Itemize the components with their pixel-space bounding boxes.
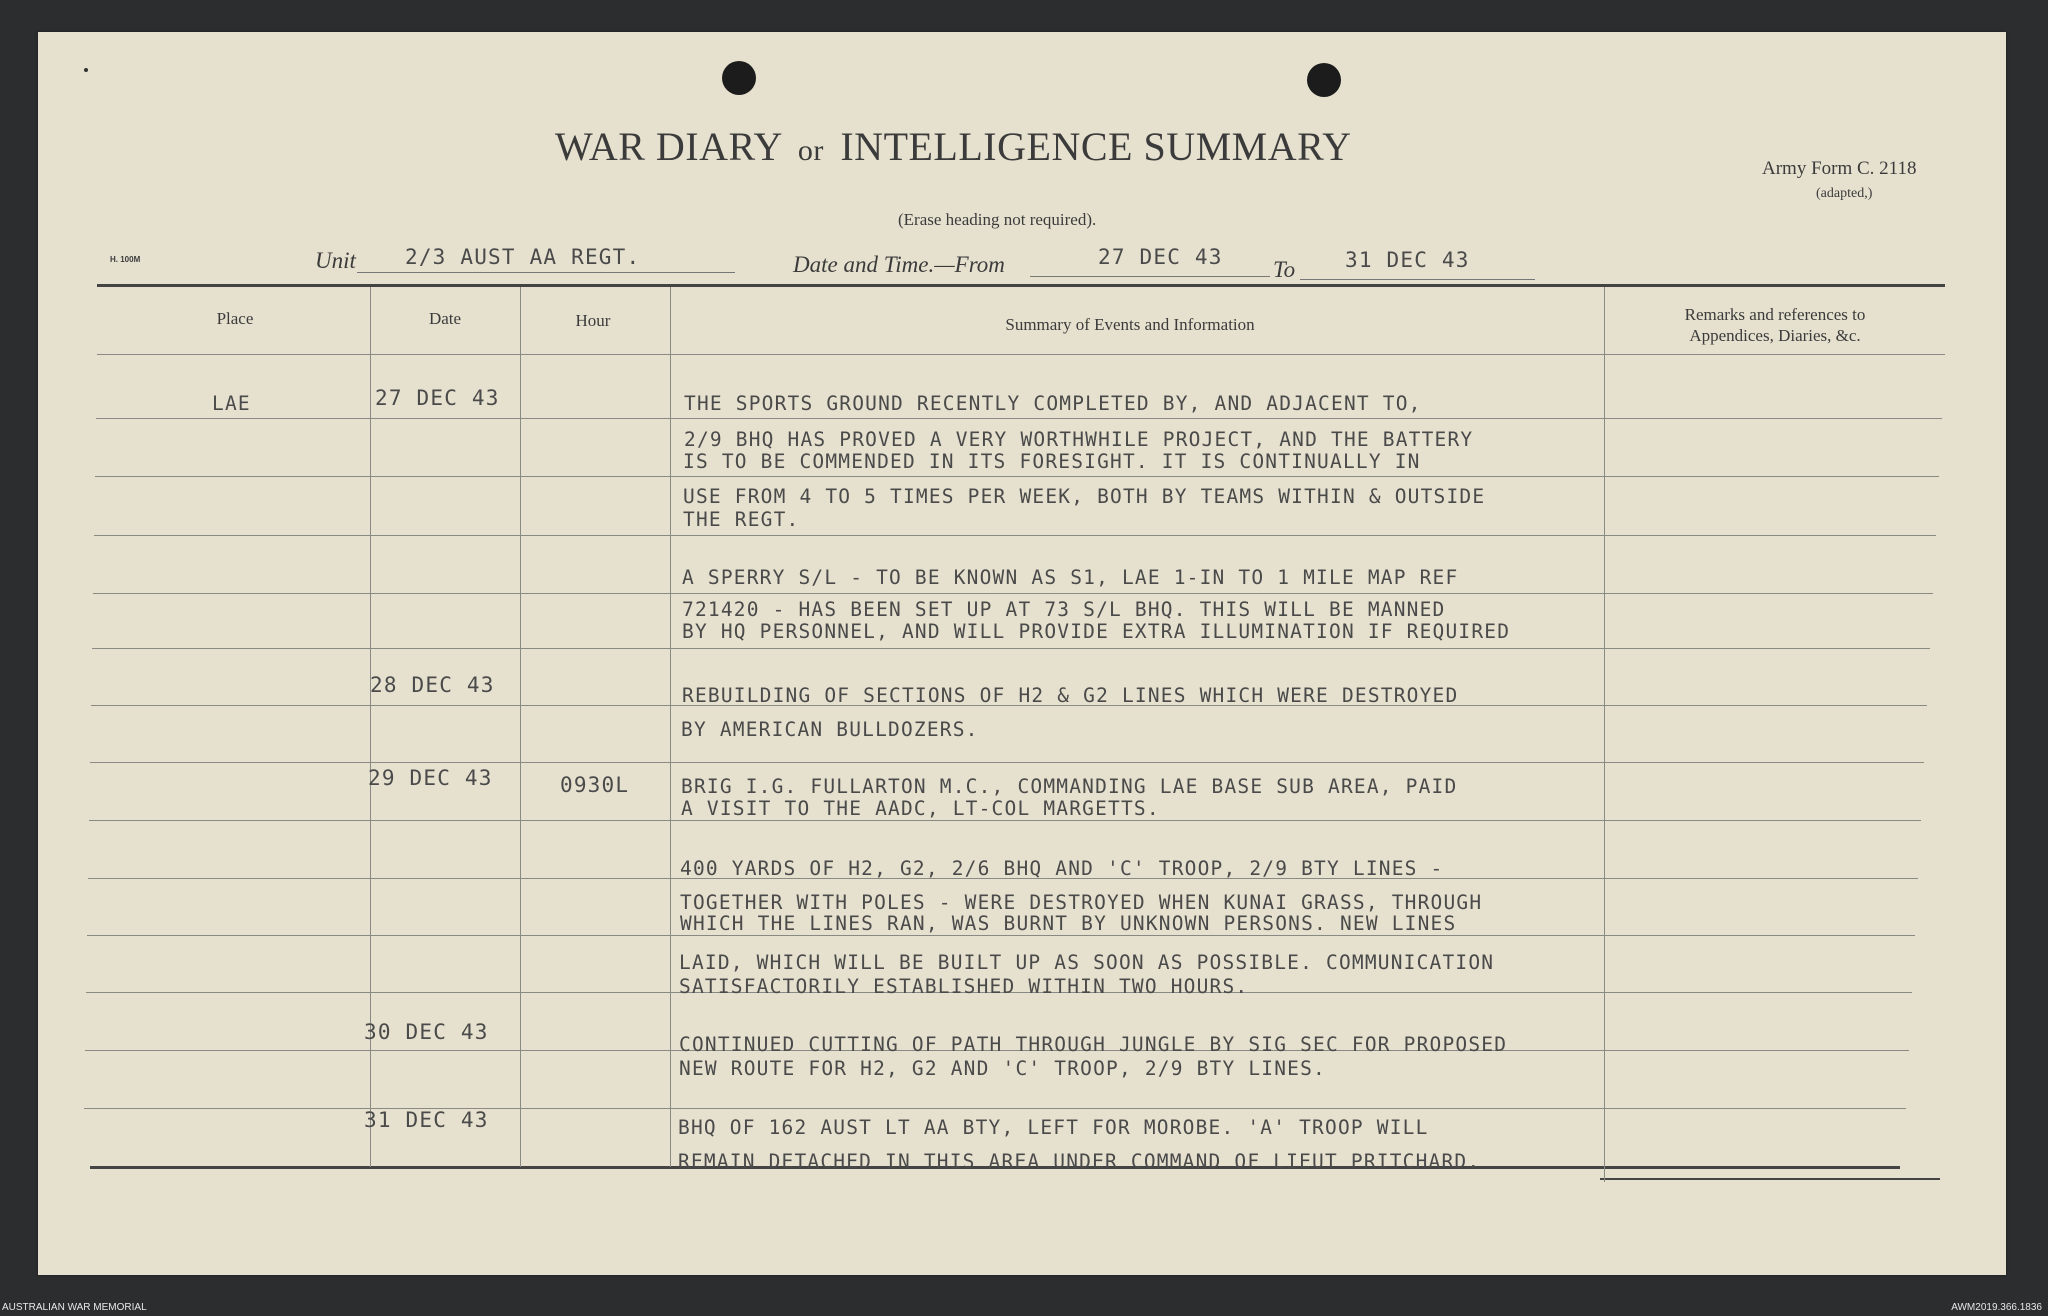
speck-mark	[84, 68, 88, 72]
title-intelligence-summary: INTELLIGENCE SUMMARY	[840, 124, 1352, 169]
row-rule	[93, 593, 1933, 594]
summary-line: A SPERRY S/L - TO BE KNOWN AS S1, LAE 1-IN TO 1 MILE MAP REF	[682, 566, 1459, 589]
row-rule	[87, 935, 1915, 936]
summary-line: 400 YARDS OF H2, G2, 2/6 BHQ AND 'C' TROOP, 2/9 BTY LINES -	[680, 857, 1444, 880]
summary-line: SATISFACTORILY ESTABLISHED WITHIN TWO HOURS.	[679, 975, 1249, 998]
summary-line: LAID, WHICH WILL BE BUILT UP AS SOON AS POSSIBLE. COMMUNICATION	[679, 951, 1495, 974]
col-head-remarks	[1605, 304, 1945, 346]
row-rule	[97, 354, 1945, 355]
remarks-head-line-2: Appendices, Diaries, &c.	[1689, 326, 1861, 345]
summary-line: WHICH THE LINES RAN, WAS BURNT BY UNKNOWN PERSONS. NEW LINES	[680, 912, 1457, 935]
print-code: H. 100M	[110, 255, 141, 264]
unit-underline	[357, 272, 735, 273]
hour-entry: 0930L	[560, 773, 630, 797]
title-war-diary: WAR DIARY	[555, 124, 782, 169]
remarks-bottom-rule	[1600, 1178, 1940, 1180]
punch-hole-left	[722, 61, 756, 95]
summary-line: BRIG I.G. FULLARTON M.C., COMMANDING LAE BASE SUB AREA, PAID	[681, 775, 1458, 798]
punch-hole-right	[1307, 63, 1341, 97]
summary-line: USE FROM 4 TO 5 TIMES PER WEEK, BOTH BY TEAMS WITHIN & OUTSIDE	[683, 485, 1486, 508]
date-from-underline	[1030, 276, 1270, 277]
date-entry: 29 DEC 43	[368, 766, 493, 790]
row-rule	[94, 535, 1936, 536]
summary-line: BY AMERICAN BULLDOZERS.	[681, 718, 979, 741]
summary-line: 721420 - HAS BEEN SET UP AT 73 S/L BHQ. THIS WILL BE MANNED	[682, 598, 1446, 621]
col-head-place: Place	[216, 309, 254, 328]
place-entry: LAE	[212, 392, 251, 415]
summary-line: REMAIN DETACHED IN THIS AREA UNDER COMMAND OF LIEUT PRITCHARD.	[678, 1150, 1481, 1173]
summary-line: NEW ROUTE FOR H2, G2 AND 'C' TROOP, 2/9 BTY LINES.	[679, 1057, 1326, 1080]
row-rule	[96, 418, 1942, 419]
row-rule	[92, 648, 1930, 649]
date-entry: 30 DEC 43	[364, 1020, 489, 1044]
army-form-number: Army Form C. 2118	[1762, 158, 1917, 179]
summary-line: TOGETHER WITH POLES - WERE DESTROYED WHEN KUNAI GRASS, THROUGH	[680, 891, 1483, 914]
col-divider-summary-remarks	[1604, 287, 1605, 1182]
unit-value: 2/3 AUST AA REGT.	[405, 245, 641, 269]
col-head-date: Date	[428, 309, 462, 328]
date-to-value: 31 DEC 43	[1345, 248, 1470, 272]
col-head-hour: Hour	[575, 311, 611, 330]
col-divider-date-hour	[520, 287, 521, 1167]
date-time-label: Date and Time.—From	[793, 252, 1005, 277]
summary-line: BY HQ PERSONNEL, AND WILL PROVIDE EXTRA ILLUMINATION IF REQUIRED	[682, 620, 1511, 643]
summary-line: THE REGT.	[683, 508, 800, 531]
row-rule	[95, 476, 1939, 477]
date-entry: 28 DEC 43	[370, 673, 495, 697]
date-to-label: To	[1273, 257, 1296, 282]
summary-line: REBUILDING OF SECTIONS OF H2 & G2 LINES WHICH WERE DESTROYED	[682, 684, 1459, 707]
summary-line: A VISIT TO THE AADC, LT-COL MARGETTS.	[681, 797, 1160, 820]
table-top-rule	[97, 284, 1945, 287]
col-divider-hour-summary	[670, 287, 671, 1167]
summary-line: BHQ OF 162 AUST LT AA BTY, LEFT FOR MOROBE. 'A' TROOP WILL	[678, 1116, 1429, 1139]
col-head-summary: Summary of Events and Information	[1005, 315, 1255, 334]
date-from-value: 27 DEC 43	[1098, 245, 1223, 269]
unit-label: Unit	[315, 248, 356, 273]
footer-credit: AUSTRALIAN WAR MEMORIAL	[2, 1302, 147, 1313]
row-rule	[89, 820, 1921, 821]
summary-line: THE SPORTS GROUND RECENTLY COMPLETED BY, AND ADJACENT TO,	[684, 392, 1422, 415]
form-subtitle: (Erase heading not required).	[898, 210, 1097, 229]
remarks-head-line-1: Remarks and references to	[1684, 305, 1866, 324]
date-entry: 31 DEC 43	[364, 1108, 489, 1132]
summary-line: IS TO BE COMMENDED IN ITS FORESIGHT. IT IS CONTINUALLY IN	[683, 450, 1421, 473]
date-entry: 27 DEC 43	[375, 386, 500, 410]
summary-line: 2/9 BHQ HAS PROVED A VERY WORTHWHILE PROJECT, AND THE BATTERY	[684, 428, 1474, 451]
row-rule	[90, 762, 1924, 763]
form-title	[555, 123, 1351, 170]
title-or: or	[797, 134, 824, 167]
summary-line: CONTINUED CUTTING OF PATH THROUGH JUNGLE BY SIG SEC FOR PROPOSED	[679, 1033, 1508, 1056]
army-form-adapted: (adapted,)	[1816, 186, 1873, 201]
date-to-underline	[1300, 279, 1535, 280]
footer-accession: AWM2019.366.1836	[1951, 1302, 2042, 1313]
row-rule	[84, 1108, 1906, 1109]
